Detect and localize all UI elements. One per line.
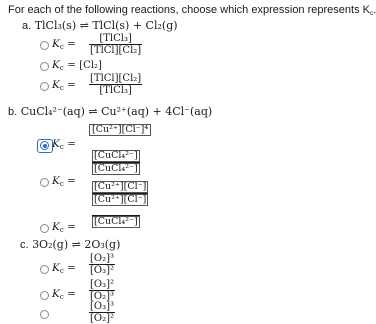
- part-a-option-1-fraction: [TlCl₃] [TlCl][Cl₂]: [90, 33, 142, 56]
- part-a-option-2-radio[interactable]: [40, 62, 49, 71]
- part-c-option-1-radio[interactable]: [40, 265, 49, 274]
- part-c-option-3-fraction: [O₃]³ [O₂]²: [90, 301, 115, 324]
- part-a-reaction: TlCl₃(s) ⇌ TlCl(s) + Cl₂(g): [34, 19, 178, 32]
- part-c-reaction: 3O₂(g) ⇌ 2O₃(g): [32, 238, 121, 251]
- part-c-option-2-radio[interactable]: [40, 291, 49, 300]
- part-a-option-3-ke: $K_c$ =: [52, 79, 76, 92]
- part-b-option-3-ke: $K_c$ =: [52, 221, 76, 234]
- part-b-option-3-fraction: $\frac{\text{[Cu²⁺][Cl⁻]}}{\text{[Cu²⁺][Cl⁻]}}$: [94, 181, 147, 205]
- part-a-option-1-ke: $K_c$ =: [52, 38, 76, 51]
- part-a-option-3-fraction: [TlCl][Cl₂] [TlCl₃]: [90, 73, 142, 96]
- part-c-option-1-fraction: [O₂]³ [O₃]²: [90, 253, 115, 276]
- part-b-reaction: CuCl₄²⁻(aq) ⇌ Cu²⁺(aq) + 4Cl⁻(aq): [20, 105, 213, 118]
- part-b-option-1-radio[interactable]: [40, 141, 49, 150]
- part-b-option-1-expression: [Cu²⁺][Cl⁻]⁴: [89, 124, 151, 136]
- part-c-option-2-ke: $K_c$ =: [52, 288, 76, 301]
- part-b-option-2-fraction: [CuCl₄²⁻] [CuCl₄²⁻]: [94, 150, 138, 174]
- part-b-option-1-ke: $K_c$ =: [52, 138, 76, 151]
- part-b-option-4-fraction: [CuCl₄²⁻]: [94, 216, 138, 227]
- part-a-option-2-ke: $K_c = [Cl_2]$: [52, 59, 102, 72]
- part-c-option-3-radio[interactable]: [40, 310, 49, 319]
- part-b-header: b. CuCl₄²⁻(aq) ⇌ Cu²⁺(aq) + 4Cl⁻(aq): [8, 105, 213, 118]
- part-a-option-1-radio[interactable]: [40, 41, 49, 50]
- part-c-header: c. 3O₂(g) ⇌ 2O₃(g): [20, 238, 121, 251]
- part-b-option-2-radio[interactable]: [40, 178, 49, 187]
- part-b-option-3-radio[interactable]: [40, 224, 49, 233]
- part-a-header: a. TlCl₃(s) ⇌ TlCl(s) + Cl₂(g): [22, 19, 178, 32]
- part-c-option-1-ke: $K_c$ =: [52, 262, 76, 275]
- part-a-option-3-radio[interactable]: [40, 82, 49, 91]
- question-text: For each of the following reactions, choose which expression represents $K_c$.: [8, 4, 376, 17]
- part-b-option-2-ke: $K_c$ =: [52, 175, 76, 188]
- part-c-option-2-fraction: [O₃]² [O₂]³: [90, 279, 115, 302]
